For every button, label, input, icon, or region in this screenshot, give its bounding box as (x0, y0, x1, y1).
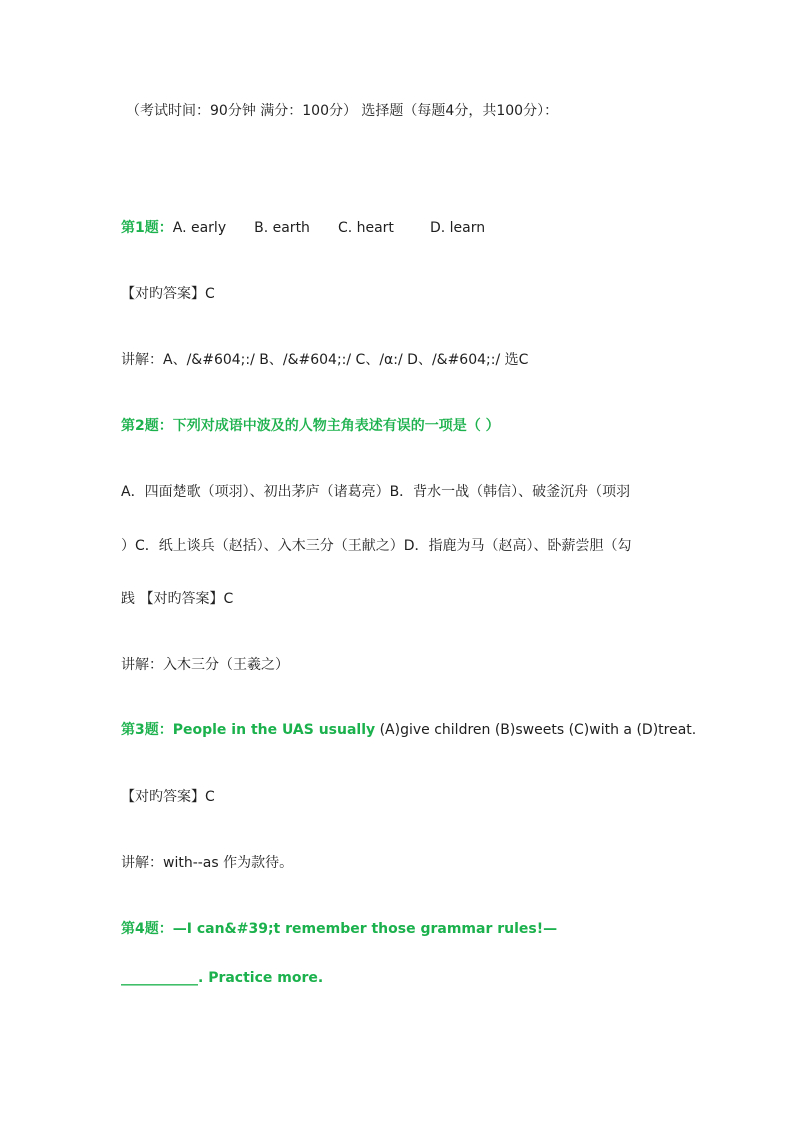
question-1-answer: 【对旳答案】C (121, 286, 215, 302)
option-c: C. heart (337, 220, 394, 236)
question-3-text: (A)give children (B)sweets (C)with a (D)treat. (375, 722, 697, 738)
option-b: B. earth (254, 220, 310, 236)
question-2-label: 第2题：下列对成语中波及的人物主角表述有误的一项是（ ） (121, 418, 500, 434)
question-3-explanation: 讲解：with--as 作为款待。 (121, 855, 294, 871)
question-3-answer: 【对旳答案】C (121, 789, 215, 805)
question-2-options-line-1: A．四面楚歌（项羽）、初出茅庐（诸葛亮）B．背水一战（韩信）、破釜沉舟（项羽 (121, 484, 631, 500)
exam-info: （考试时间：90分钟 满分：100分） 选择题（每题4分，共100分）： (126, 103, 559, 119)
question-2-options-line-2: ）C．纸上谈兵（赵括）、入木三分（王献之）D．指鹿为马（赵高）、卧薪尝胆（勾 (121, 538, 632, 554)
question-4-label: 第4题：—I can&#39;t remember those grammar rules!— (121, 921, 558, 937)
question-4-blank-line: ___________. Practice more. (121, 970, 324, 986)
option-a: A. early (172, 220, 227, 236)
option-d: D. learn (429, 220, 486, 236)
question-2-options-line-3 (121, 589, 233, 609)
question-1-label: 第1题： (121, 220, 173, 236)
question-1-explanation: 讲解：A、/&#604;:/ B、/&#604;:/ C、/α:/ D、/&#604;:/ 选C (121, 352, 529, 368)
question-2-explanation: 讲解：入木三分（王羲之） (121, 657, 289, 673)
question-3-label: 第3题：People in the UAS usually (121, 722, 376, 738)
question-1 (121, 218, 485, 238)
question-2-answer: 【对旳答案】C (139, 591, 234, 607)
question-3 (121, 720, 696, 740)
question-2-options-tail: 践 (121, 591, 140, 607)
